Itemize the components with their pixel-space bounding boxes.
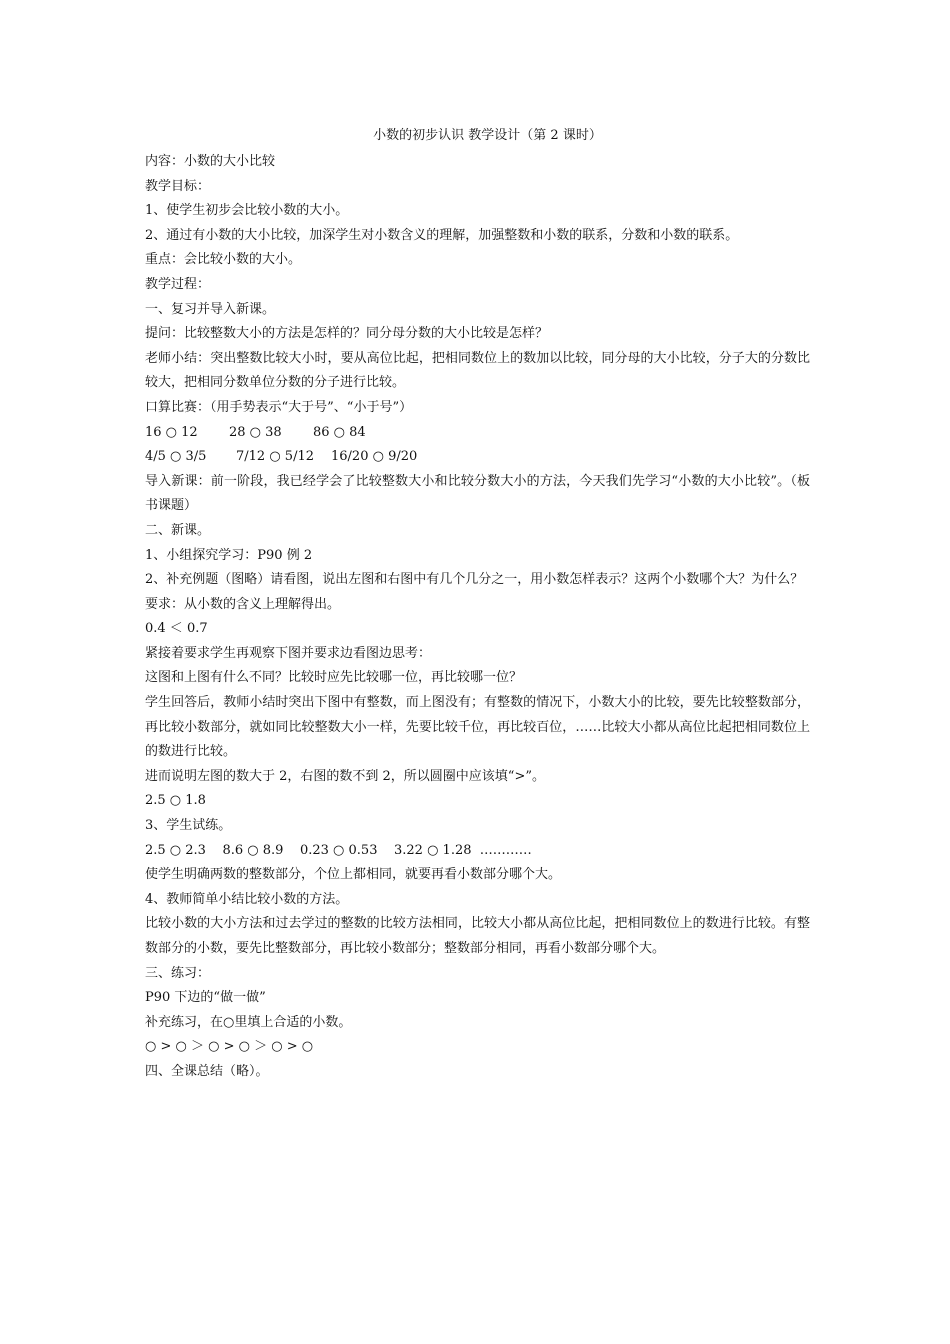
requirement-line: 要求：从小数的含义上理解得出。	[145, 596, 341, 612]
section-3-heading: 三、练习：	[145, 965, 211, 981]
student-answer-paragraph: 学生回答后，教师小结时突出下图中有整数，而上图没有；有整数的情况下，小数大小的比较，要先比较整数部分，再比较小数部分，就如同比较整数大小一样，先要比较千位，再比较百位，……比较大小都从高位比起把相同数位上的数进行比较。	[145, 695, 810, 760]
objective-2: 2、通过有小数的大小比较，加深学生对小数含义的理解，加强整数和小数的联系，分数和小数的联系。	[145, 227, 739, 243]
compare-example-line: 2.5 ○ 1.8	[145, 793, 206, 809]
teacher-summary-paragraph: 老师小结：突出整数比较大小时，要从高位比起，把相同数位上的数加以比较，同分母的大小比较，分子大的分数比较大，把相同分数单位分数的分子进行比较。	[145, 350, 810, 391]
compare-result-line: 0.4 ＜ 0.7	[145, 621, 208, 637]
compare-item: 16 ○ 12	[145, 424, 198, 440]
content-line: 内容：小数的大小比较	[145, 154, 276, 169]
compare-item: 16/20 ○ 9/20	[331, 449, 418, 465]
explain-line: 进而说明左图的数大于 2，右图的数不到 2，所以圆圈中应该填“>”。	[145, 768, 545, 784]
compare-item: 7/12 ○ 5/12	[236, 449, 314, 465]
objectives-heading: 教学目标：	[145, 178, 211, 194]
compare-row-integers	[145, 421, 810, 446]
difference-question-line: 这图和上图有什么不同？比较时应先比较哪一位，再比较哪一位？	[145, 670, 523, 686]
extra-exercise-line: 补充练习，在○里填上合适的小数。	[145, 1014, 352, 1030]
compare-item: 86 ○ 84	[313, 424, 366, 440]
group-study-line: 1、小组探究学习：P90 例 2	[145, 547, 313, 563]
intro-paragraph: 导入新课：前一阶段，我已经学会了比较整数大小和比较分数大小的方法，今天我们先学习“小数的大小比较”。（板书课题）	[145, 473, 810, 514]
practice-items-line: 2.5 ○ 2.3 8.6 ○ 8.9 0.23 ○ 0.53 3.22 ○ 1.28 …………	[145, 842, 532, 858]
fill-circles-line: ○ > ○ ＞ ○ > ○ ＞ ○ > ○	[145, 1039, 314, 1055]
summary-heading: 4、教师简单小结比较小数的方法。	[145, 891, 349, 907]
compare-item: 28 ○ 38	[229, 424, 282, 440]
mental-math-line: 口算比赛：（用手势表示“大于号”、“小于号”）	[145, 399, 413, 415]
practice-heading: 3、学生试练。	[145, 818, 232, 834]
key-point: 重点：会比较小数的大小。	[145, 252, 302, 268]
observe-line: 紧接着要求学生再观察下图并要求边看图边思考：	[145, 645, 432, 661]
document-page	[145, 126, 810, 1085]
compare-row-fractions	[145, 445, 810, 470]
example-paragraph: 2、补充例题（图略）请看图，说出左图和右图中有几个几分之一，用小数怎样表示？这两个小数哪个大？为什么？	[145, 572, 804, 588]
method-summary-paragraph: 比较小数的大小方法和过去学过的整数的比较方法相同，比较大小都从高位比起，把相同数位上的数进行比较。有整数部分的小数，要先比整数部分，再比较小数部分；整数部分相同，再看小数部分哪个大。	[145, 916, 810, 956]
process-heading: 教学过程：	[145, 276, 211, 292]
compare-item: 4/5 ○ 3/5	[145, 449, 207, 465]
document-title: 小数的初步认识 教学设计（第 2 课时）	[373, 128, 602, 143]
clarify-line: 使学生明确两数的整数部分，个位上都相同，就要再看小数部分哪个大。	[145, 867, 562, 883]
question-line: 提问：比较整数大小的方法是怎样的？同分母分数的大小比较是怎样？	[145, 326, 549, 342]
objective-1: 1、使学生初步会比较小数的大小。	[145, 203, 349, 219]
exercise-line: P90 下边的“做一做”	[145, 990, 266, 1006]
section-1-heading: 一、复习并导入新课。	[145, 301, 276, 317]
section-2-heading: 二、新课。	[145, 522, 211, 538]
section-4-heading: 四、全课总结（略）。	[145, 1063, 269, 1079]
